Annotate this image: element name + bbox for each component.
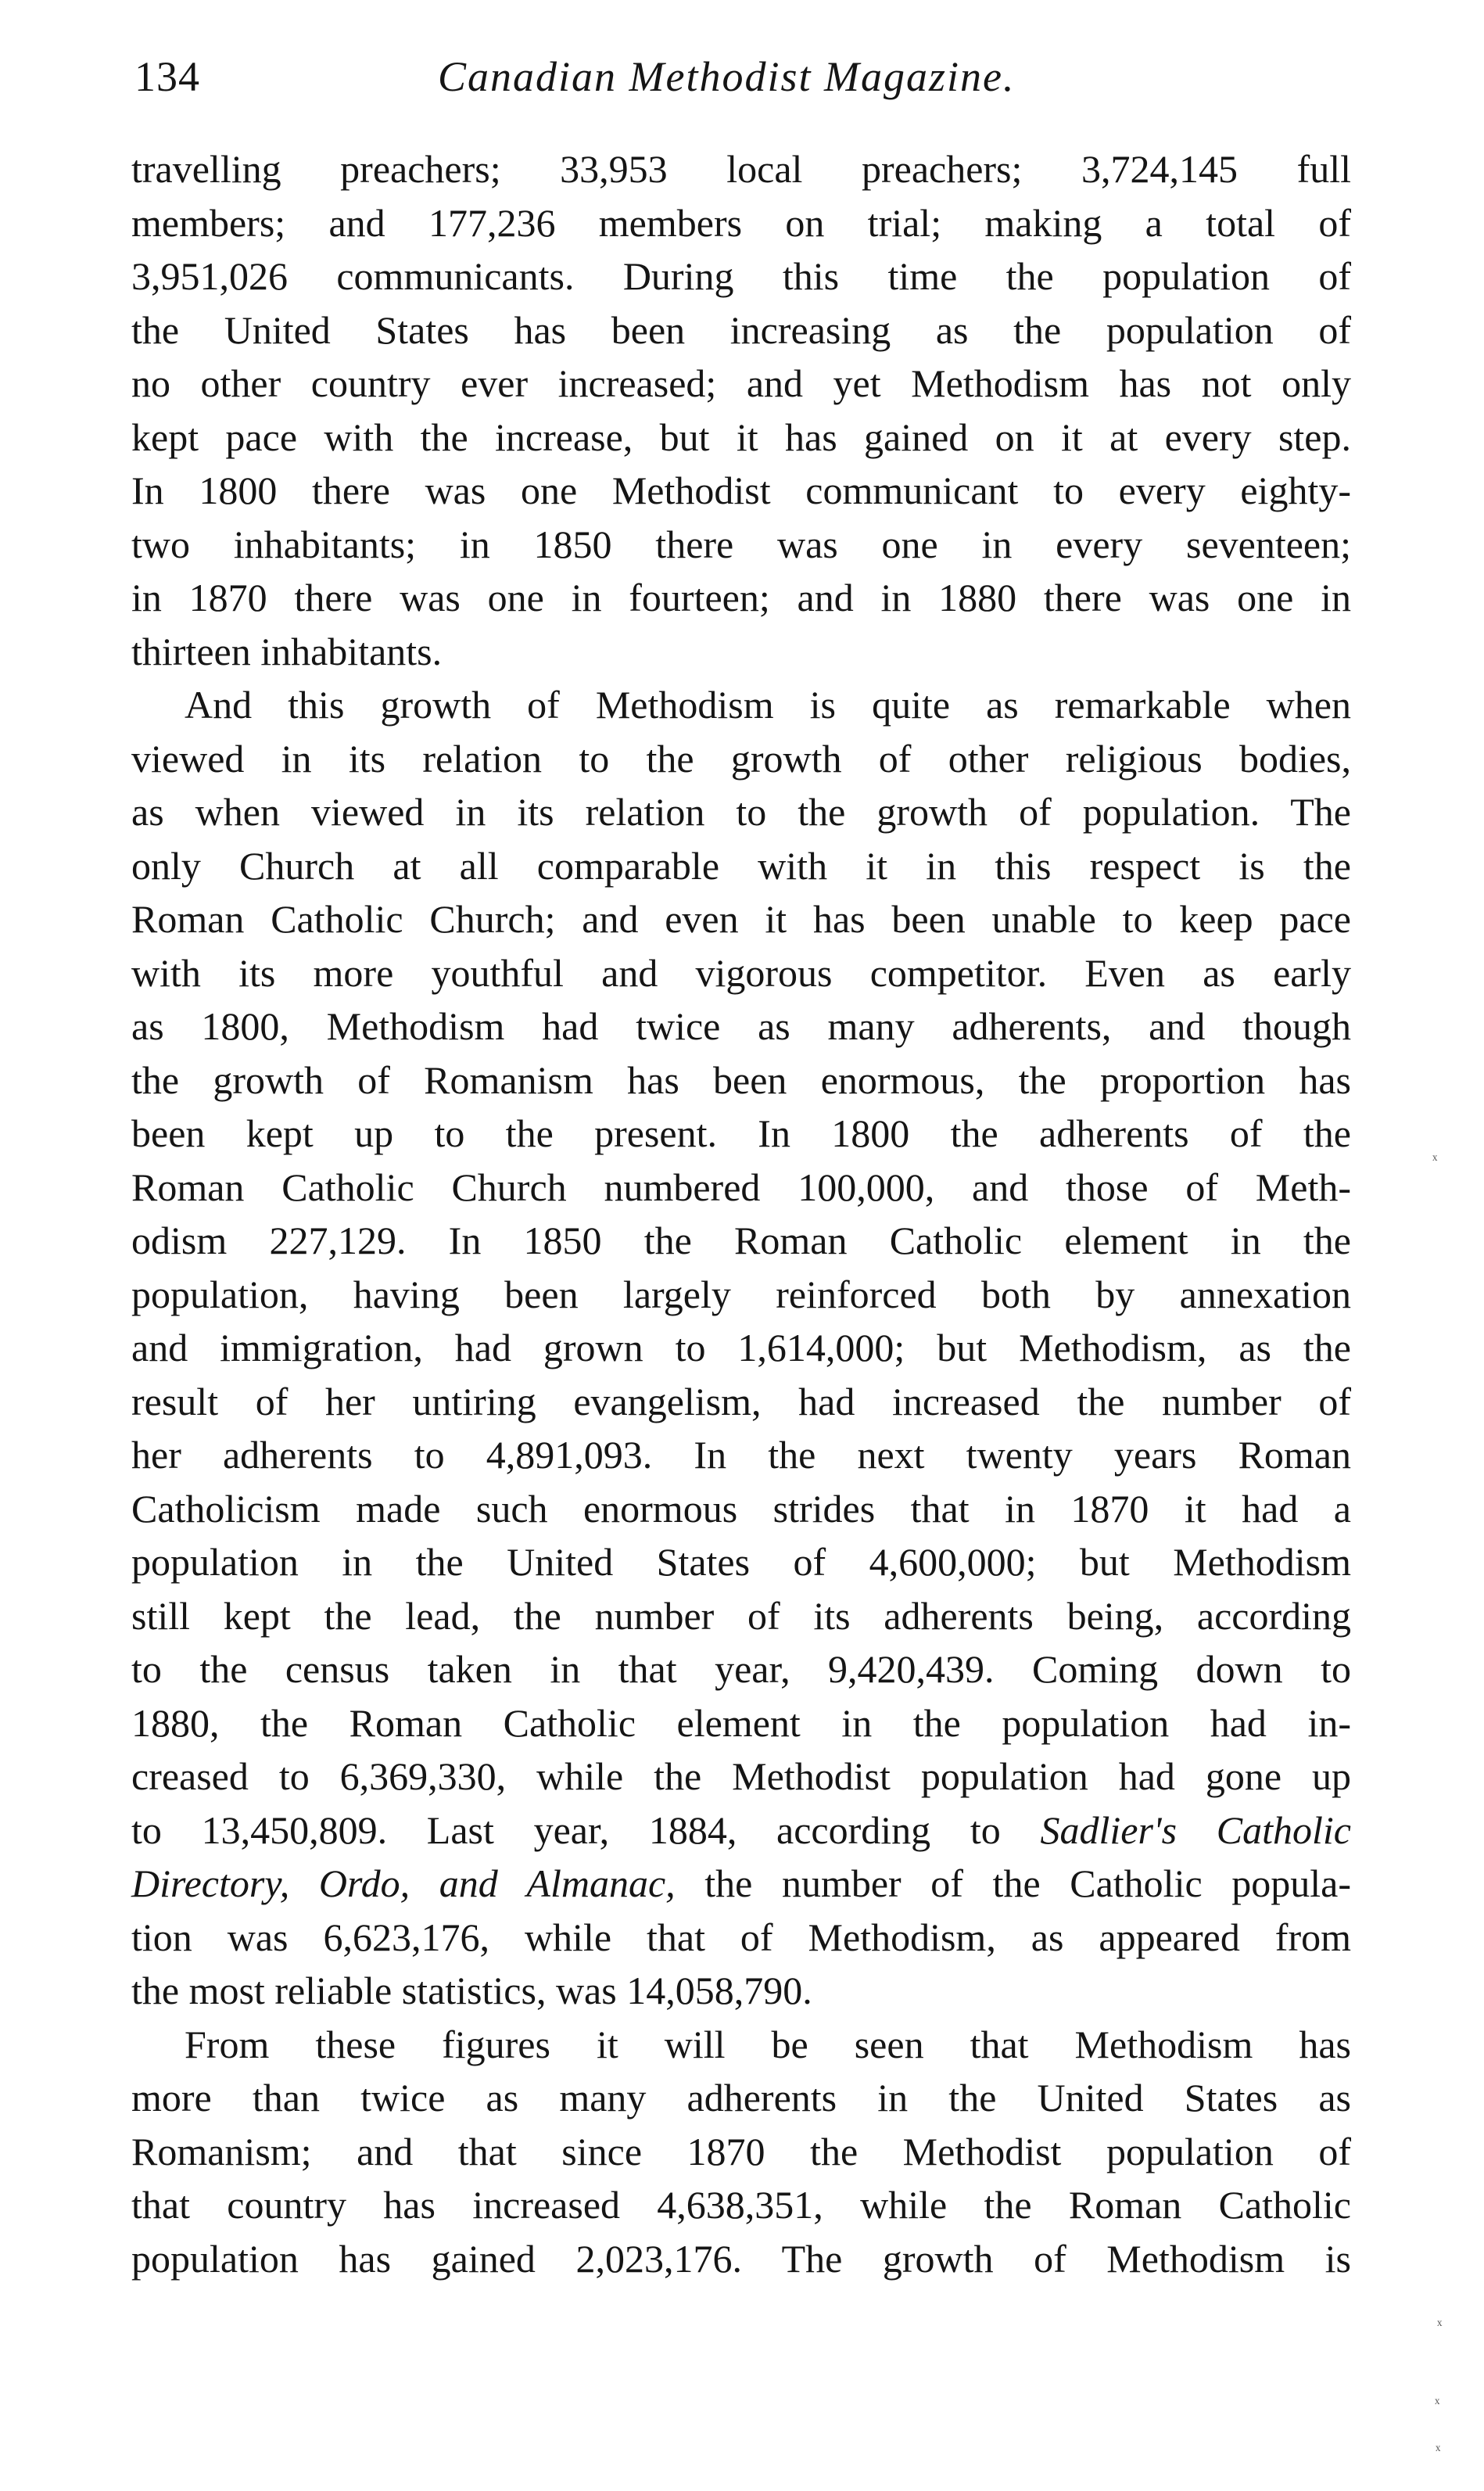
text-line-with-title	[131, 1804, 1351, 1857]
text-line-with-title	[131, 1857, 1351, 1911]
text-line: as when viewed in its relation to the growth of population. The	[131, 790, 1351, 834]
text-line: only Church at all comparable with it in this respect is the	[131, 843, 1351, 888]
text-line: And this growth of Methodism is quite as remarkable when	[185, 683, 1351, 727]
text-line: 3,951,026 communicants. During this time the population of	[131, 254, 1351, 298]
text-line: Romanism; and that since 1870 the Methodist population of	[131, 2129, 1351, 2173]
book-title-part: Sadlier's Catholic	[1040, 1807, 1351, 1852]
text-line: no other country ever increased; and yet Methodism has not only	[131, 361, 1351, 405]
text-line: with its more youthful and vigorous competitor. Even as early	[131, 950, 1351, 995]
scan-speck: ˣ	[1435, 2393, 1440, 2413]
scan-speck: ˣ	[1432, 1150, 1438, 1169]
text-line: to the census taken in that year, 9,420,439. Coming down to	[131, 1647, 1351, 1691]
text-line: odism 227,129. In 1850 the Roman Catholic element in the	[131, 1219, 1351, 1262]
text-line: population in the United States of 4,600,000; but Methodism	[131, 1540, 1351, 1584]
text-line: Catholicism made such enormous strides that in 1870 it had a	[131, 1486, 1351, 1531]
text-segment: the number of the Catholic popula-	[704, 1861, 1351, 1905]
text-line: the growth of Romanism has been enormous, the proportion has	[131, 1057, 1351, 1102]
text-line: more than twice as many adherents in the United States as	[131, 2076, 1351, 2120]
text-line: that country has increased 4,638,351, while the Roman Catholic	[131, 2183, 1351, 2227]
text-line: thirteen inhabitants.	[131, 629, 443, 673]
text-line: kept pace with the increase, but it has gained on it at every step.	[131, 415, 1351, 459]
text-line: as 1800, Methodism had twice as many adherents, and though	[131, 1004, 1351, 1048]
text-line: members; and 177,236 members on trial; making a total of	[131, 200, 1351, 245]
text-line: travelling preachers; 33,953 local preachers; 3,724,145 full	[131, 147, 1351, 191]
paragraph-2	[131, 678, 1351, 2018]
text-line: her adherents to 4,891,093. In the next twenty years Roman	[131, 1433, 1351, 1477]
paragraph-3	[131, 2018, 1351, 2286]
running-title: Canadian Methodist Magazine.	[438, 53, 1016, 100]
book-title-part: Directory, Ordo, and Almanac,	[131, 1861, 676, 1905]
text-line: in 1870 there was one in fourteen; and in 1880 there was one in	[131, 576, 1351, 619]
scan-speck: ˣ	[1437, 2315, 1443, 2335]
text-line: the United States has been increasing as the population of	[131, 307, 1351, 352]
text-line: and immigration, had grown to 1,614,000; but Methodism, as the	[131, 1326, 1351, 1369]
text-line: Roman Catholic Church; and even it has been unable to keep pace	[131, 897, 1351, 941]
text-line: Roman Catholic Church numbered 100,000, and those of Meth-	[131, 1165, 1351, 1209]
page-number: 134	[134, 53, 200, 100]
text-line: two inhabitants; in 1850 there was one in every seventeen;	[131, 522, 1351, 566]
text-line: population has gained 2,023,176. The growth of Methodism is	[131, 2236, 1351, 2281]
text-line: 1880, the Roman Catholic element in the population had in-	[131, 1700, 1351, 1745]
text-line: result of her untiring evangelism, had increased the number of	[131, 1379, 1351, 1423]
text-line: From these figures it will be seen that Methodism has	[185, 2022, 1351, 2066]
text-line: viewed in its relation to the growth of other religious bodies,	[131, 736, 1351, 781]
body-text	[131, 142, 1351, 2285]
text-line: population, having been largely reinforced both by annexation	[131, 1272, 1351, 1316]
text-line: creased to 6,369,330, while the Methodist population had gone up	[131, 1754, 1351, 1798]
text-segment: to 13,450,809. Last year, 1884, according to	[131, 1807, 1001, 1852]
scan-speck: ˣ	[1436, 2440, 1441, 2460]
text-line: In 1800 there was one Methodist communicant to every eighty-	[131, 468, 1351, 512]
text-line: tion was 6,623,176, while that of Methodism, as appeared from	[131, 1915, 1351, 1959]
text-line: still kept the lead, the number of its adherents being, according	[131, 1593, 1351, 1638]
text-line: been kept up to the present. In 1800 the adherents of the	[131, 1111, 1351, 1155]
text-line: the most reliable statistics, was 14,058,790.	[131, 1969, 812, 2012]
paragraph-1	[131, 142, 1351, 678]
